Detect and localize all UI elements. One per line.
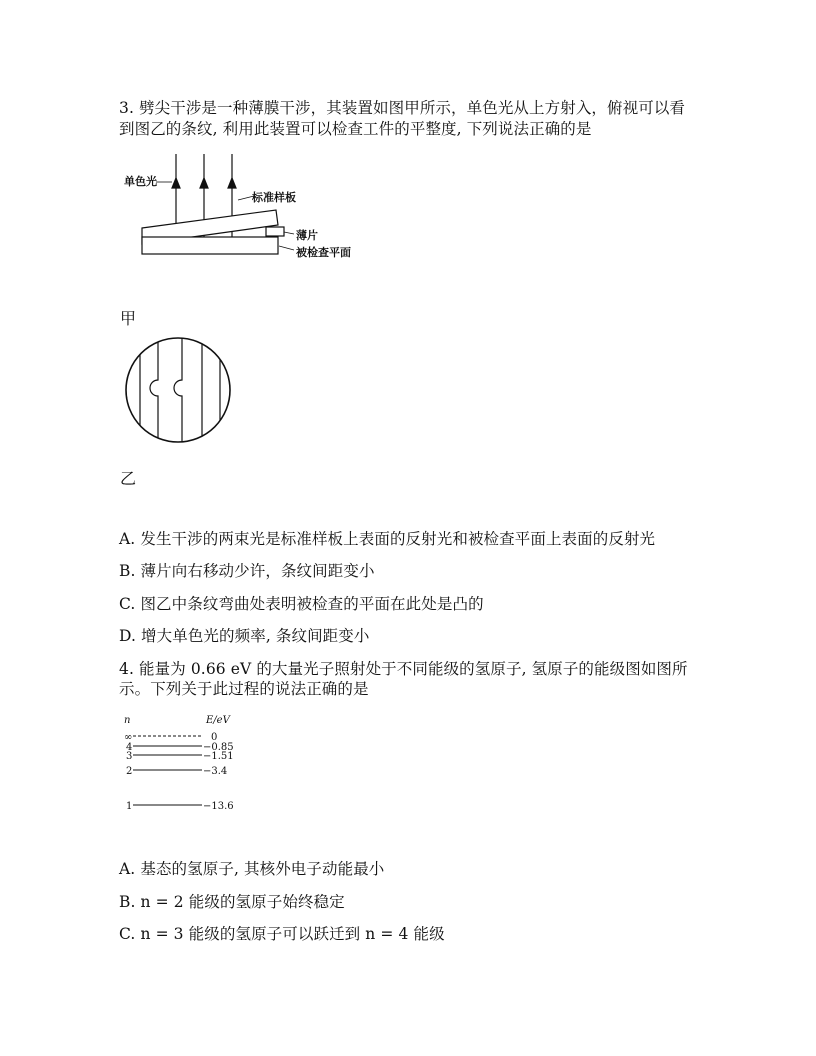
test-surface	[142, 237, 278, 254]
figure-wedge-setup	[120, 150, 360, 265]
level-n-2: 2	[126, 766, 133, 777]
label-thin-sheet: 薄片	[296, 229, 318, 242]
figure-a-caption: 甲	[120, 309, 137, 328]
q4-option-a: A. 基态的氢原子, 其核外电子动能最小	[119, 860, 385, 878]
q3-option-a: A. 发生干涉的两束光是标准样板上表面的反射光和被检查平面上表面的反射光	[119, 530, 656, 548]
level-n-1: 1	[126, 801, 133, 812]
level-E-2: −3.4	[203, 766, 228, 777]
label-monochromatic-light: 单色光	[124, 175, 157, 188]
label-standard-plate: 标准样板	[252, 191, 296, 204]
q4-option-b: B. n = 2 能级的氢原子始终稳定	[119, 893, 345, 911]
level-n-3: 3	[126, 751, 133, 762]
q3-option-d: D. 增大单色光的频率, 条纹间距变小	[119, 627, 370, 645]
axis-n-label: n	[124, 715, 131, 726]
figure-fringe-pattern	[120, 338, 236, 454]
q3-stem-line1: 3. 劈尖干涉是一种薄膜干涉，其装置如图甲所示，单色光从上方射入，俯视可以看	[119, 99, 686, 117]
figure-b-caption: 乙	[120, 469, 137, 488]
q3-option-b: B. 薄片向右移动少许，条纹间距变小	[119, 562, 375, 580]
q4-option-c: C. n = 3 能级的氢原子可以跃迁到 n = 4 能级	[119, 925, 445, 943]
energy-level-diagram	[122, 712, 252, 816]
level-n-inf: ∞	[124, 732, 133, 743]
level-E-inf: 0	[211, 732, 218, 743]
q4-stem-line1: 4. 能量为 0.66 eV 的大量光子照射处于不同能级的氢原子, 氢原子的能级图如图所	[119, 660, 688, 678]
q3-option-c: C. 图乙中条纹弯曲处表明被检查的平面在此处是凸的	[119, 595, 484, 613]
axis-E-label: E/eV	[206, 715, 230, 726]
level-E-4: −0.85	[203, 742, 234, 753]
q3-stem-line2: 到图乙的条纹, 利用此装置可以检查工件的平整度, 下列说法正确的是	[119, 120, 592, 138]
level-n-4: 4	[126, 742, 133, 753]
level-E-3: −1.51	[203, 751, 234, 762]
thin-sheet	[266, 227, 284, 236]
label-test-surface: 被检查平面	[296, 246, 351, 259]
level-E-1: −13.6	[203, 801, 234, 812]
q4-stem-line2: 示。下列关于此过程的说法正确的是	[119, 680, 369, 698]
